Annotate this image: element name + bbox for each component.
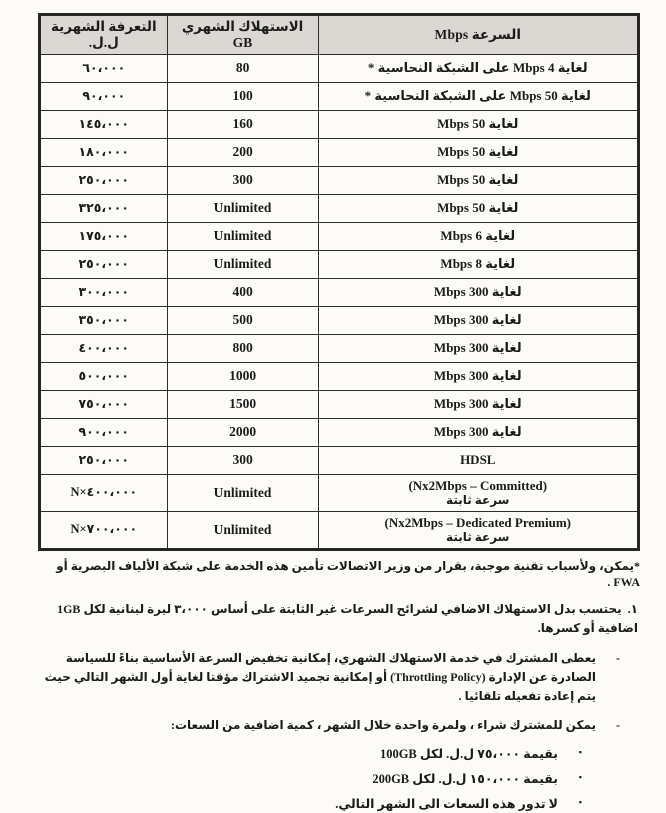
table-row bbox=[40, 447, 639, 475]
note-item-1 bbox=[38, 600, 638, 637]
consumption-cell: 500 bbox=[167, 307, 318, 335]
table-row bbox=[40, 195, 639, 223]
tariff-value: ١٨٠،٠٠٠ bbox=[78, 144, 130, 159]
speed-cell bbox=[318, 307, 638, 335]
consumption-cell: 1000 bbox=[167, 363, 318, 391]
consumption-cell: Unlimited bbox=[167, 475, 318, 512]
tariff-value: ٢٥٠،٠٠٠ bbox=[78, 172, 130, 187]
capacity-option-200gb-text: بقيمة ١٥٠،٠٠٠ ل.ل. لكل 200GB bbox=[372, 772, 558, 787]
speed-value: لغاية 50 Mbps bbox=[437, 144, 519, 160]
col-header-consumption: الاستهلاك الشهري GB bbox=[167, 15, 318, 55]
capacity-options-list bbox=[38, 746, 640, 813]
tariff-value: ٣٠٠،٠٠٠ bbox=[78, 284, 130, 299]
table-row bbox=[40, 83, 639, 111]
square-bullet-icon: ▪ bbox=[578, 772, 582, 783]
col-header-speed: السرعة Mbps bbox=[318, 15, 638, 55]
table-row bbox=[40, 335, 639, 363]
speed-value: HDSL bbox=[460, 452, 496, 468]
speed-value: (Nx2Mbps – Committed) bbox=[408, 478, 548, 493]
speed-value: لغاية 300 Mbps bbox=[433, 312, 522, 328]
speed-value: لغاية 300 Mbps bbox=[433, 340, 522, 356]
tariff-value: ٩٠٠،٠٠٠ bbox=[78, 424, 130, 439]
note-bullet-extra-capacity-text: يمكن للمشترك شراء ، ولمرة واحدة خلال الشهر ، كمية اضافية من السعات: bbox=[170, 718, 596, 733]
square-bullet-icon: ▪ bbox=[578, 746, 582, 757]
speed-value: لغاية 50 Mbps bbox=[437, 172, 519, 188]
consumption-cell: 80 bbox=[167, 55, 318, 83]
speed-value: لغاية 4 Mbps على الشبكة النحاسية * bbox=[367, 60, 588, 76]
speed-cell bbox=[318, 167, 638, 195]
notes-section bbox=[38, 559, 640, 813]
tariff-cell bbox=[40, 139, 168, 167]
speed-cell bbox=[318, 391, 638, 419]
speed-cell bbox=[318, 223, 638, 251]
table-row bbox=[40, 167, 639, 195]
table-row bbox=[40, 391, 639, 419]
tariff-value: ٤٠٠،٠٠٠ bbox=[78, 340, 130, 355]
speed-cell bbox=[318, 419, 638, 447]
table-row bbox=[40, 223, 639, 251]
speed-value: لغاية 50 Mbps bbox=[437, 116, 519, 132]
tariff-value: ٦٠،٠٠٠ bbox=[82, 60, 126, 75]
tariff-value: N×٤٠٠،٠٠٠ bbox=[70, 485, 138, 500]
table-row bbox=[40, 512, 639, 550]
col-header-tariff: التعرفة الشهرية ل.ل. bbox=[40, 15, 168, 55]
tariff-cell bbox=[40, 391, 168, 419]
tariff-cell bbox=[40, 55, 168, 83]
consumption-cell: 300 bbox=[167, 447, 318, 475]
consumption-cell: Unlimited bbox=[167, 195, 318, 223]
speed-note: سرعة ثابتة bbox=[446, 493, 510, 508]
header-row bbox=[40, 15, 639, 55]
consumption-cell: 100 bbox=[167, 83, 318, 111]
speed-cell bbox=[318, 512, 638, 550]
table-row bbox=[40, 139, 639, 167]
tariff-cell bbox=[40, 447, 168, 475]
speed-value: لغاية 300 Mbps bbox=[433, 368, 522, 384]
tariff-value: ٩٠،٠٠٠ bbox=[82, 88, 126, 103]
tariff-value: ٣٥٠،٠٠٠ bbox=[78, 312, 130, 327]
speed-cell bbox=[318, 195, 638, 223]
speed-cell bbox=[318, 447, 638, 475]
speed-cell bbox=[318, 363, 638, 391]
table-row bbox=[40, 363, 639, 391]
tariff-cell bbox=[40, 83, 168, 111]
consumption-cell: 400 bbox=[167, 279, 318, 307]
note-bullet-throttling-text: يعطى المشترك في خدمة الاستهلاك الشهري، إمكانية تخفيض السرعة الأساسية بناءً للسياسة الصادرة عن الإدارة (Throttling Policy) أو إمكانية تجميد الاشتراك مؤقتا لغاية أول الشهر التالي حيث يتم إعادة تفعيله تلقائيا . bbox=[44, 651, 596, 703]
consumption-cell: 160 bbox=[167, 111, 318, 139]
speed-value: لغاية 300 Mbps bbox=[433, 284, 522, 300]
speed-value: لغاية 50 Mbps على الشبكة النحاسية * bbox=[364, 88, 591, 104]
note-item-1-text: يحتسب بدل الاستهلاك الاضافي لشرائح السرعات غير الثابتة على أساس ٣،٠٠٠ ليرة لبنانية لكل 1GB اضافية أو كسرها. bbox=[57, 602, 638, 635]
tariff-cell bbox=[40, 475, 168, 512]
tariff-cell bbox=[40, 335, 168, 363]
tariff-cell bbox=[40, 223, 168, 251]
speed-cell bbox=[318, 279, 638, 307]
consumption-cell: 800 bbox=[167, 335, 318, 363]
dash-bullet-icon: - bbox=[616, 718, 620, 733]
consumption-cell: Unlimited bbox=[167, 251, 318, 279]
note-bullet-throttling bbox=[38, 649, 640, 705]
tariff-cell bbox=[40, 195, 168, 223]
table-row bbox=[40, 251, 639, 279]
consumption-cell: 300 bbox=[167, 167, 318, 195]
consumption-cell: 200 bbox=[167, 139, 318, 167]
speed-cell bbox=[318, 139, 638, 167]
consumption-cell: Unlimited bbox=[167, 512, 318, 550]
tariff-cell bbox=[40, 307, 168, 335]
note-bullet-extra-capacity bbox=[38, 716, 640, 735]
tariff-value: ٢٥٠،٠٠٠ bbox=[78, 452, 130, 467]
speed-value: لغاية 50 Mbps bbox=[437, 200, 519, 216]
speed-value: لغاية 6 Mbps bbox=[440, 228, 516, 244]
tariff-table bbox=[38, 13, 640, 551]
table-header bbox=[40, 15, 639, 55]
tariff-value: ٥٠٠،٠٠٠ bbox=[78, 368, 130, 383]
table-row bbox=[40, 475, 639, 512]
tariff-value: N×٧٠٠،٠٠٠ bbox=[70, 522, 138, 537]
table-row bbox=[40, 111, 639, 139]
speed-value: لغاية 8 Mbps bbox=[440, 256, 516, 272]
table-body bbox=[40, 55, 639, 550]
speed-cell bbox=[318, 83, 638, 111]
square-bullet-icon: ▪ bbox=[578, 797, 582, 808]
table-row bbox=[40, 307, 639, 335]
speed-note: سرعة ثابتة bbox=[446, 530, 510, 545]
asterisk-footnote: *يمكن، ولأسباب تقنية موجبة، بقرار من وزير الاتصالات تأمين هذه الخدمة على شبكة الألياف البصرية أو FWA . bbox=[56, 559, 640, 589]
speed-value: لغاية 300 Mbps bbox=[433, 424, 522, 440]
dash-bullet-icon: - bbox=[616, 651, 620, 666]
capacity-option-100gb-text: بقيمة ٧٥،٠٠٠ ل.ل. لكل 100GB bbox=[379, 746, 558, 761]
speed-cell bbox=[318, 475, 638, 512]
consumption-cell: Unlimited bbox=[167, 223, 318, 251]
speed-cell bbox=[318, 55, 638, 83]
tariff-cell bbox=[40, 419, 168, 447]
speed-cell bbox=[318, 335, 638, 363]
tariff-cell bbox=[40, 512, 168, 550]
table-row bbox=[40, 419, 639, 447]
tariff-value: ٧٥٠،٠٠٠ bbox=[78, 396, 130, 411]
tariff-cell bbox=[40, 167, 168, 195]
tariff-cell bbox=[40, 279, 168, 307]
table-row bbox=[40, 55, 639, 83]
speed-cell bbox=[318, 111, 638, 139]
tariff-value: ١٤٥،٠٠٠ bbox=[78, 116, 130, 131]
capacity-option-100gb bbox=[38, 746, 640, 762]
capacity-no-rollover bbox=[38, 796, 640, 812]
capacity-no-rollover-text: لا تدور هذه السعات الى الشهر التالي. bbox=[335, 797, 558, 812]
speed-value: لغاية 300 Mbps bbox=[433, 396, 522, 412]
tariff-cell bbox=[40, 251, 168, 279]
tariff-cell bbox=[40, 111, 168, 139]
consumption-cell: 1500 bbox=[167, 391, 318, 419]
tariff-value: ٢٥٠،٠٠٠ bbox=[78, 256, 130, 271]
speed-cell bbox=[318, 251, 638, 279]
table-row bbox=[40, 279, 639, 307]
capacity-option-200gb bbox=[38, 771, 640, 787]
note-item-1-marker: ١. bbox=[627, 602, 638, 617]
tariff-cell bbox=[40, 363, 168, 391]
tariff-value: ١٧٥،٠٠٠ bbox=[78, 228, 130, 243]
consumption-cell: 2000 bbox=[167, 419, 318, 447]
speed-value: (Nx2Mbps – Dedicated Premium) bbox=[384, 515, 571, 531]
tariff-value: ٣٢٥،٠٠٠ bbox=[78, 200, 130, 215]
